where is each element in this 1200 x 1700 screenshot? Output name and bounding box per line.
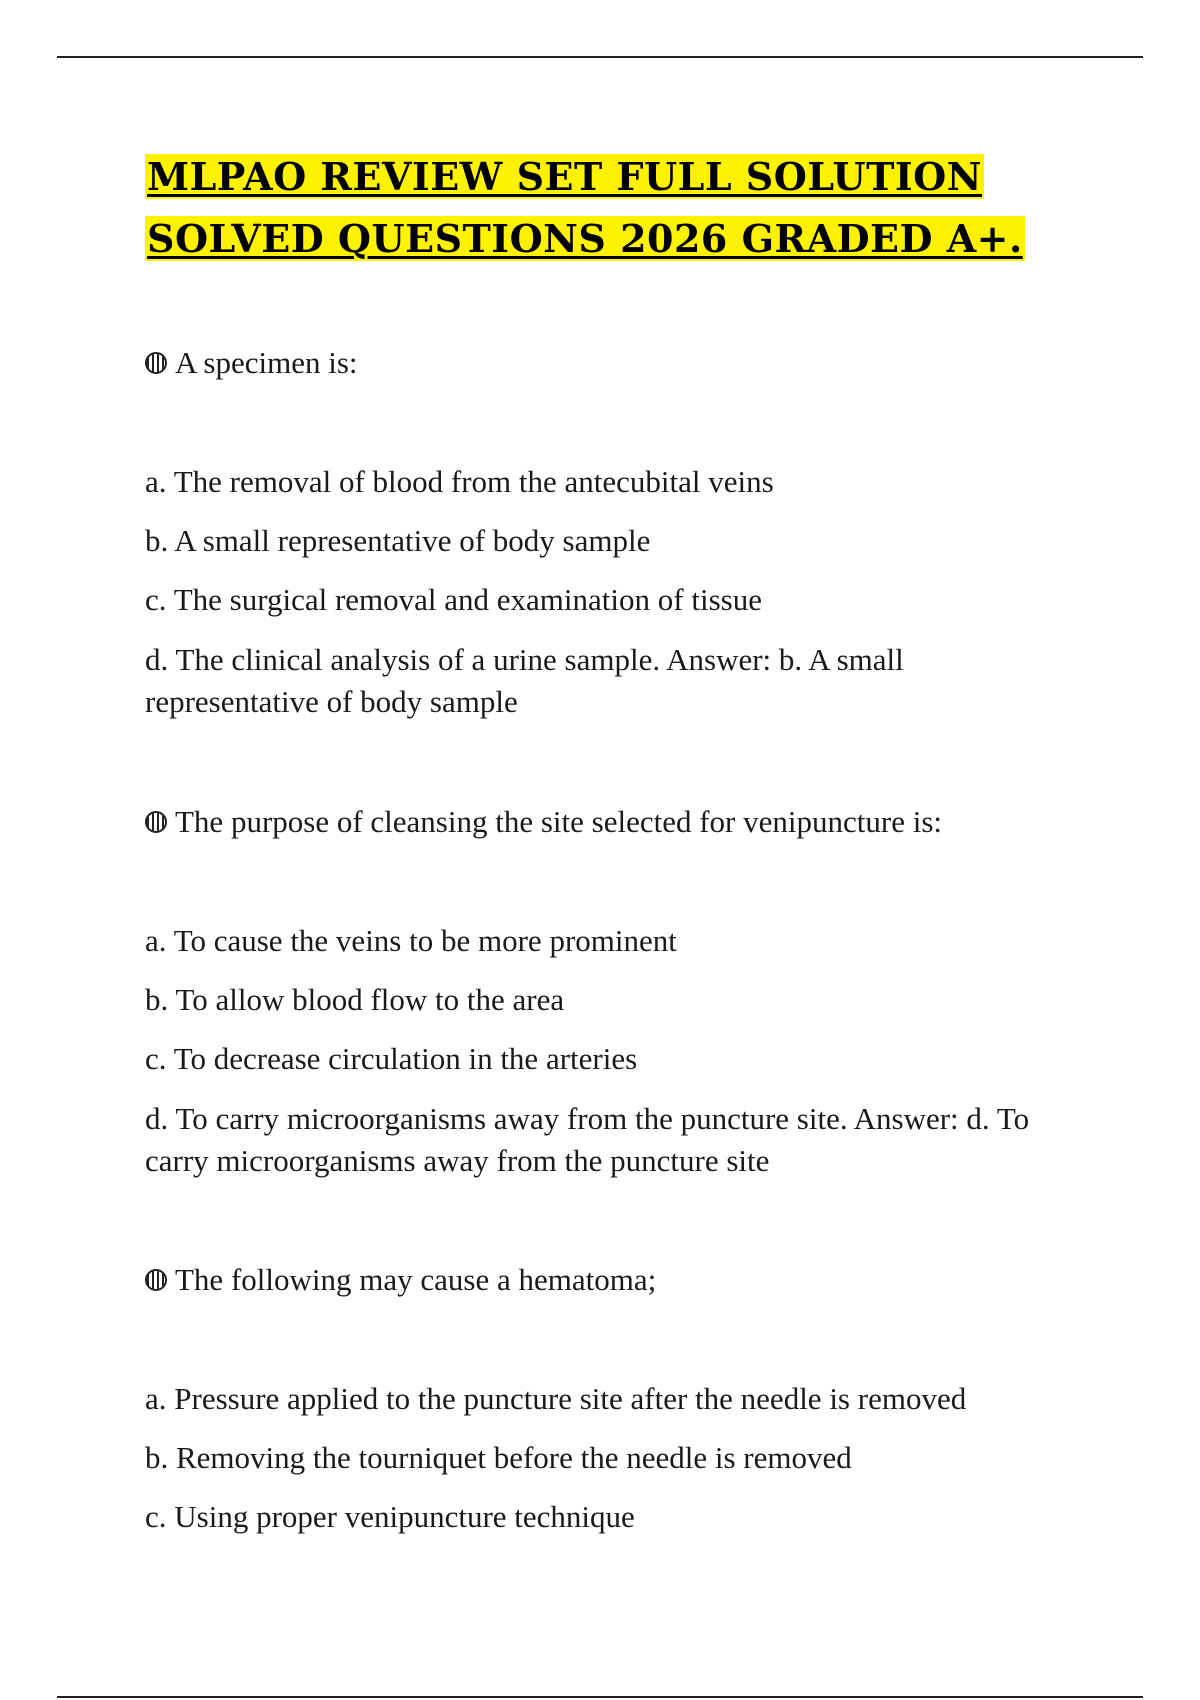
circle-bullet-icon: [145, 1269, 167, 1291]
question-3-prompt: The following may cause a hematoma;: [175, 1262, 657, 1297]
question-1-option-b: b. A small representative of body sample: [145, 523, 651, 558]
document-title: MLPAO REVIEW SET FULL SOLUTION SOLVED QUESTIONS 2026 GRADED A+.: [147, 154, 1023, 261]
circle-bullet-icon: [145, 352, 167, 374]
question-1: [145, 343, 358, 383]
question-2-option-d: d. To carry microorganisms away from the puncture site. Answer: d. To carry microorganisms away from the puncture site: [145, 1101, 1030, 1178]
question-3: [145, 1260, 656, 1300]
bottom-rule: [57, 1696, 1143, 1698]
question-2: [145, 802, 942, 842]
question-2-option-c: c. To decrease circulation in the arteries: [145, 1041, 638, 1076]
question-2-option-b: b. To allow blood flow to the area: [145, 982, 565, 1017]
question-2-prompt: The purpose of cleansing the site selected for venipuncture is:: [175, 804, 942, 839]
question-1-option-a: a. The removal of blood from the antecubital veins: [145, 464, 774, 499]
question-1-prompt: A specimen is:: [175, 345, 358, 380]
question-3-option-c: c. Using proper venipuncture technique: [145, 1499, 635, 1534]
question-1-option-c: c. The surgical removal and examination of tissue: [145, 582, 762, 617]
question-3-option-b: b. Removing the tourniquet before the needle is removed: [145, 1440, 852, 1475]
question-2-option-a: a. To cause the veins to be more prominent: [145, 923, 677, 958]
question-1-option-d: d. The clinical analysis of a urine sample. Answer: b. A small representative of body sample: [145, 642, 904, 719]
circle-bullet-icon: [145, 811, 167, 833]
question-3-option-a: a. Pressure applied to the puncture site after the needle is removed: [145, 1381, 967, 1416]
top-rule: [57, 56, 1143, 58]
